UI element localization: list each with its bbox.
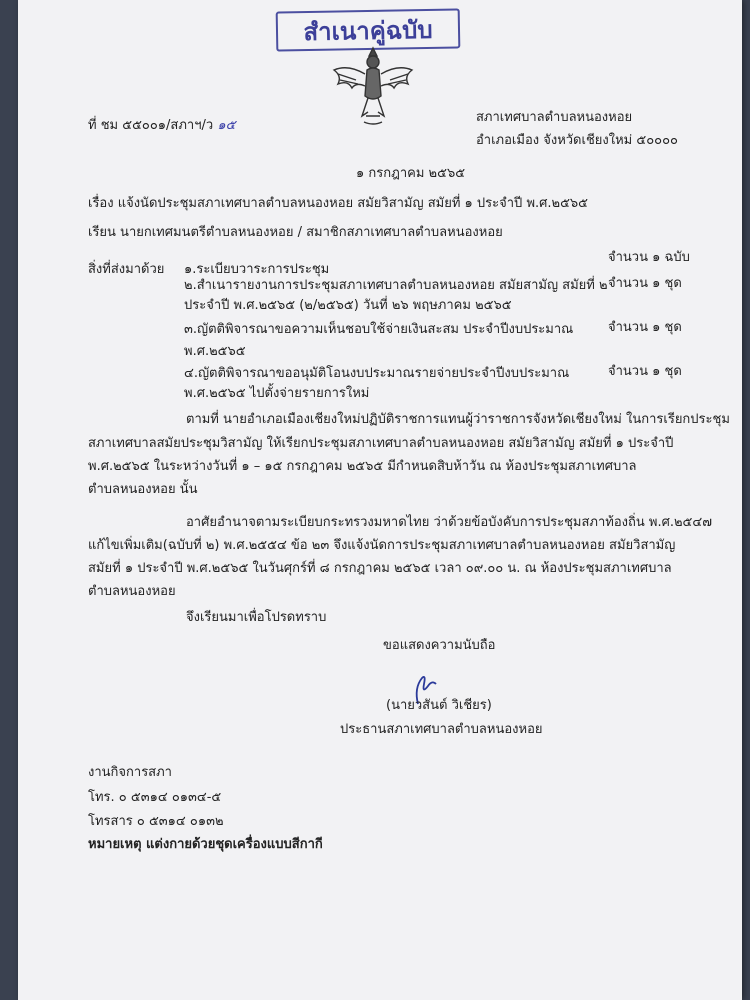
enclosure-item: ๔.ญัตติพิจารณาขออนุมัติโอนงบประมาณรายจ่ายประจำปีงบประมาณ — [184, 366, 570, 381]
enclosure-item: ๑.ระเบียบวาระการประชุม — [184, 262, 330, 277]
enclosure-item: ๓.ญัตติพิจารณาขอความเห็นชอบใช้จ่ายเงินสะสม ประจำปีงบประมาณ — [184, 322, 574, 337]
enclosure-qty: จำนวน ๑ ชุด — [608, 320, 682, 335]
enclosure-qty: จำนวน ๑ ฉบับ — [608, 250, 690, 265]
department: งานกิจการสภา — [88, 765, 172, 780]
paragraph-1-line: สภาเทศบาลสมัยประชุมวิสามัญ ให้เรียกประชุมสภาเทศบาลตำบลหนองหอย สมัยวิสามัญ สมัยที่ ๑ ประจำปี — [88, 436, 674, 451]
paragraph-1-line: ตำบลหนองหอย นั้น — [88, 482, 198, 497]
reference-number — [88, 118, 235, 134]
letter-page — [18, 0, 742, 1000]
reference-handwritten: ๑๕ — [217, 118, 236, 133]
org-address: อำเภอเมือง จังหวัดเชียงใหม่ ๕๐๐๐๐ — [476, 133, 678, 148]
enclosure-item-cont: พ.ศ.๒๕๖๕ — [184, 344, 246, 359]
paragraph-2-line: แก้ไขเพิ่มเติม(ฉบับที่ ๒) พ.ศ.๒๕๕๔ ข้อ ๒๓ จึงแจ้งนัดการประชุมสภาเทศบาลตำบลหนองหอย สมัยวิสามัญ — [88, 538, 676, 553]
copy-stamp: สำเนาคู่ฉบับ — [276, 8, 461, 51]
paragraph-2-line: อาศัยอำนาจตามระเบียบกระทรวงมหาดไทย ว่าด้วยข้อบังคับการประชุมสภาท้องถิ่น พ.ศ.๒๕๔๗ — [186, 515, 712, 530]
enclosure-item-cont: ประจำปี พ.ศ.๒๕๖๕ (๒/๒๕๖๕) วันที่ ๒๖ พฤษภาคม ๒๕๖๕ — [184, 298, 512, 313]
closing-request: จึงเรียนมาเพื่อโปรดทราบ — [186, 610, 327, 625]
phone-number: โทร. ๐ ๕๓๑๔ ๐๑๓๔-๕ — [88, 790, 222, 805]
enclosure-item-cont: พ.ศ.๒๕๖๕ ไปตั้งจ่ายรายการใหม่ — [184, 386, 370, 401]
subject-line: เรื่อง แจ้งนัดประชุมสภาเทศบาลตำบลหนองหอย สมัยวิสามัญ สมัยที่ ๑ ประจำปี พ.ศ.๒๕๖๕ — [88, 196, 589, 211]
signer-title: ประธานสภาเทศบาลตำบลหนองหอย — [340, 722, 543, 737]
paragraph-2-line: ตำบลหนองหอย — [88, 584, 176, 599]
paragraph-1-line: ตามที่ นายอำเภอเมืองเชียงใหม่ปฏิบัติราชการแทนผู้ว่าราชการจังหวัดเชียงใหม่ ในการเรียกประชุม — [186, 412, 730, 427]
remark-note: หมายเหตุ แต่งกายด้วยชุดเครื่องแบบสีกากี — [88, 837, 323, 852]
paragraph-2-line: สมัยที่ ๑ ประจำปี พ.ศ.๒๕๖๕ ในวันศุกร์ที่ ๘ กรกฎาคม ๒๕๖๕ เวลา ๐๙.๐๐ น. ณ ห้องประชุมสภาเทศบาล — [88, 561, 672, 576]
enclosure-qty: จำนวน ๑ ชุด — [608, 276, 682, 291]
paragraph-1-line: พ.ศ.๒๕๖๕ ในระหว่างวันที่ ๑ – ๑๕ กรกฎาคม ๒๕๖๕ มีกำหนดสิบห้าวัน ณ ห้องประชุมสภาเทศบาล — [88, 459, 637, 474]
signer-name: (นายวสันต์ วิเชียร) — [386, 698, 492, 713]
org-name: สภาเทศบาลตำบลหนองหอย — [476, 110, 633, 125]
closing-salutation: ขอแสดงความนับถือ — [383, 638, 496, 653]
recipient-line: เรียน นายกเทศมนตรีตำบลหนองหอย / สมาชิกสภาเทศบาลตำบลหนองหอย — [88, 225, 503, 240]
fax-number: โทรสาร ๐ ๕๓๑๔ ๐๑๓๒ — [88, 814, 224, 829]
enclosure-qty: จำนวน ๑ ชุด — [608, 364, 682, 379]
letter-date: ๑ กรกฎาคม ๒๕๖๕ — [356, 166, 466, 181]
reference-number-text: ที่ ชม ๕๕๐๐๑/สภาฯ/ว — [88, 118, 214, 133]
enclosure-item: ๒.สำเนารายงานการประชุมสภาเทศบาลตำบลหนองหอย สมัยสามัญ สมัยที่ ๒ — [184, 278, 608, 293]
enclosures-label: สิ่งที่ส่งมาด้วย — [88, 262, 165, 277]
garuda-emblem-icon — [328, 40, 418, 130]
